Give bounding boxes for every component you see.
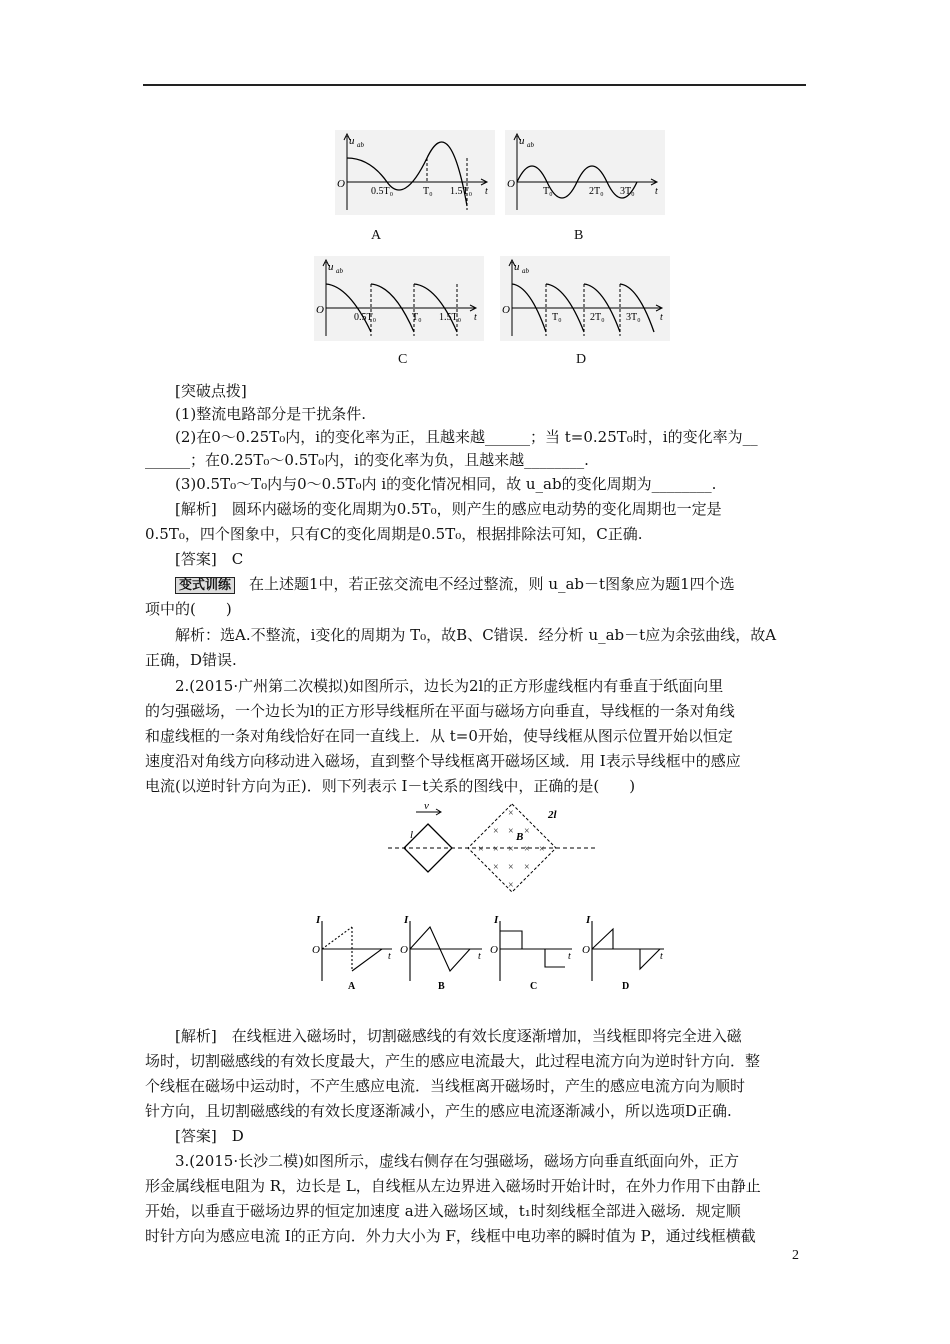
svg-text:0.5T₀: 0.5T₀ <box>354 312 377 323</box>
field-diagram <box>388 800 600 900</box>
svg-text:×: × <box>493 826 499 837</box>
text-line: 3.(2015·长沙二模)如图所示，虚线右侧存在匀强磁场，磁场方向垂直纸面向外，正方 <box>175 1152 739 1170</box>
svg-text:u: u <box>514 261 520 273</box>
text-line: 形金属线框电阻为 R，边长是 L，自线框从左边界进入磁场时开始计时，在外力作用下由静止 <box>145 1177 761 1195</box>
text-line: 0.5T₀，四个图象中，只有C的变化周期是0.5T₀，根据排除法可知，C正确. <box>145 525 643 543</box>
svg-text:I: I <box>586 915 591 926</box>
svg-text:t: t <box>568 951 571 962</box>
header-rule <box>143 84 806 86</box>
text-line: [答案] C <box>175 550 244 568</box>
svg-text:I: I <box>316 915 321 926</box>
text-line: [答案] D <box>175 1127 244 1145</box>
caption-b: B <box>574 228 584 243</box>
svg-text:A: A <box>348 981 356 990</box>
svg-text:T₀: T₀ <box>552 312 562 323</box>
text-line: 的匀强磁场，一个边长为l的正方形导线框所在平面与磁场方向垂直，导线框的一条对角线 <box>145 702 735 720</box>
text-line: 个线框在磁场中运动时，不产生感应电流．当线框离开磁场时，产生的感应电流方向为顺时 <box>145 1077 746 1095</box>
text-line: [解析] 圆环内磁场的变化周期为0.5T₀，则产生的感应电动势的变化周期也一定是 <box>175 500 722 518</box>
svg-text:u: u <box>328 261 334 273</box>
svg-text:O: O <box>312 944 320 956</box>
caption-a: A <box>371 228 382 243</box>
svg-text:×: × <box>508 844 514 855</box>
graph-b <box>505 130 665 215</box>
svg-text:T₀: T₀ <box>412 312 422 323</box>
svg-text:u: u <box>519 135 525 147</box>
text-line: 项中的( ) <box>145 600 232 618</box>
text-line: [解析] 在线框进入磁场时，切割磁感线的有效长度逐渐增加，当线框即将完全进入磁 <box>175 1027 742 1045</box>
svg-text:I: I <box>404 915 409 926</box>
svg-text:×: × <box>524 844 530 855</box>
svg-text:t: t <box>655 186 658 197</box>
svg-text:ab: ab <box>336 267 343 275</box>
svg-text:t: t <box>485 186 488 197</box>
svg-text:ab: ab <box>522 267 529 275</box>
text-line: 2.(2015·广州第二次模拟)如图所示，边长为2l的正方形虚线框内有垂直于纸面向里 <box>175 677 724 695</box>
text-line: 场时，切割磁感线的有效长度最大，产生的感应电流最大，此过程电流方向为逆时针方向．整 <box>145 1052 761 1070</box>
text-line: (2)在0～0.25T₀内，i的变化率为正，且越来越______；当 t=0.25T₀时，i的变化率为__ <box>175 428 758 446</box>
graph-c <box>314 256 484 341</box>
svg-text:O: O <box>507 178 515 190</box>
svg-text:O: O <box>316 304 324 316</box>
text-line: 针方向，且切割磁感线的有效长度逐渐减小，产生的感应电流逐渐减小，所以选项D正确. <box>145 1102 732 1120</box>
text-line: 速度沿对角线方向移动进入磁场，直到整个导线框离开磁场区域．用 I表示导线框中的感应 <box>145 752 741 770</box>
svg-text:0.5T₀: 0.5T₀ <box>371 186 394 197</box>
svg-text:t: t <box>388 951 391 962</box>
caption-d: D <box>576 352 587 367</box>
svg-text:t: t <box>478 951 481 962</box>
svg-text:B: B <box>516 831 524 843</box>
svg-text:×: × <box>508 826 514 837</box>
text-line: 时针方向为感应电流 I的正方向．外力大小为 F，线框中电功率的瞬时值为 P，通过线框横截 <box>145 1227 756 1245</box>
page-number: 2 <box>792 1248 799 1263</box>
text-line: ______；在0.25T₀～0.5T₀内，i的变化率为负，且越来越________. <box>145 451 589 469</box>
svg-text:t: t <box>660 312 663 323</box>
text-line: [突破点拨] <box>175 382 247 400</box>
current-graphs <box>310 915 680 990</box>
svg-text:2T₀: 2T₀ <box>590 312 605 323</box>
svg-text:ab: ab <box>357 141 364 149</box>
svg-text:×: × <box>524 862 530 873</box>
svg-text:C: C <box>530 981 538 990</box>
graph-d <box>500 256 670 341</box>
text-line: (3)0.5T₀～T₀内与0～0.5T₀内 i的变化情况相同，故 u_ab的变化周期为________. <box>175 475 717 493</box>
text-line: 开始，以垂直于磁场边界的恒定加速度 a进入磁场区域，t₁时刻线框全部进入磁场．规定顺 <box>145 1202 741 1220</box>
svg-text:B: B <box>438 981 445 990</box>
text-line: 正确，D错误. <box>145 651 237 669</box>
svg-text:×: × <box>508 880 514 891</box>
svg-text:1.5T₀: 1.5T₀ <box>439 312 462 323</box>
text-line-content: 在上述题1中，若正弦交流电不经过整流，则 u_ab－t图象应为题1四个选 <box>249 575 735 593</box>
svg-text:v: v <box>424 800 429 812</box>
svg-text:D: D <box>622 981 630 990</box>
svg-text:×: × <box>478 844 484 855</box>
graph-a <box>335 130 495 215</box>
svg-text:I: I <box>494 915 499 926</box>
text-line: (1)整流电路部分是干扰条件. <box>175 405 367 423</box>
text-line: 解析：选A.不整流，i变化的周期为 T₀，故B、C错误．经分析 u_ab－t应为余弦曲线，故A <box>175 626 777 644</box>
text-line: 电流(以逆时针方向为正)．则下列表示 I－t关系的图线中，正确的是( ) <box>145 777 636 795</box>
variant-training-tag: 变式训练 <box>175 577 235 594</box>
svg-text:×: × <box>508 808 514 819</box>
svg-text:×: × <box>539 844 545 855</box>
svg-text:3T₀: 3T₀ <box>626 312 641 323</box>
svg-text:3T₀: 3T₀ <box>620 186 635 197</box>
svg-text:1.5T₀: 1.5T₀ <box>450 186 473 197</box>
svg-text:O: O <box>502 304 510 316</box>
svg-text:ab: ab <box>527 141 534 149</box>
svg-text:2T₀: 2T₀ <box>589 186 604 197</box>
svg-text:O: O <box>582 944 590 956</box>
svg-text:O: O <box>490 944 498 956</box>
text-line <box>175 573 810 597</box>
text-line: 和虚线框的一条对角线恰好在同一直线上．从 t=0开始，使导线框从图示位置开始以恒定 <box>145 727 733 745</box>
svg-text:T₀: T₀ <box>543 186 553 197</box>
svg-text:l: l <box>410 829 414 841</box>
svg-text:O: O <box>400 944 408 956</box>
svg-text:O: O <box>337 178 345 190</box>
svg-text:×: × <box>524 826 530 837</box>
svg-text:t: t <box>474 312 477 323</box>
svg-text:2l: 2l <box>548 809 557 821</box>
svg-text:T₀: T₀ <box>423 186 433 197</box>
svg-text:×: × <box>493 844 499 855</box>
svg-text:t: t <box>660 951 663 962</box>
caption-c: C <box>398 352 408 367</box>
svg-text:u: u <box>349 135 355 147</box>
svg-text:×: × <box>493 862 499 873</box>
svg-text:×: × <box>508 862 514 873</box>
